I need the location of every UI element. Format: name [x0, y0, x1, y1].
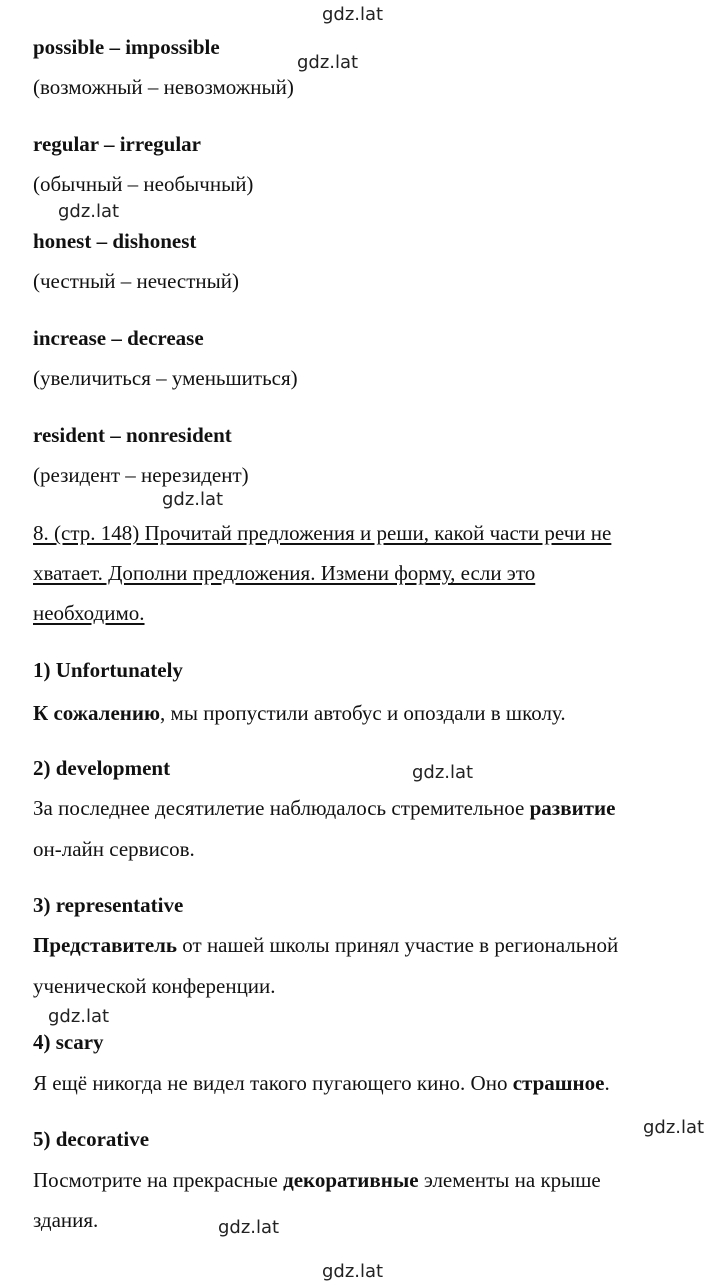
answer-keyword: развитие	[529, 796, 616, 820]
answer-text: от нашей школы принял участие в региональной	[177, 933, 619, 957]
answer-text: .	[604, 1071, 610, 1095]
answer-heading: 5) decorative	[33, 1127, 150, 1151]
answer-heading: 1) Unfortunately	[33, 658, 183, 682]
answer-keyword: К сожалению	[33, 701, 161, 725]
pair-english: resident – nonresident	[33, 423, 232, 447]
watermark: gdz.lat	[643, 1117, 705, 1138]
answer-text: За последнее десятилетие наблюдалось стремительное	[33, 796, 530, 820]
pair-russian: (резидент – нерезидент)	[33, 463, 249, 487]
answer-text: , мы пропустили автобус и опоздали в школу.	[160, 701, 566, 725]
answer-heading: 4) scary	[33, 1030, 104, 1054]
watermark: gdz.lat	[162, 489, 224, 510]
pair-english: increase – decrease	[33, 326, 204, 350]
task-instruction: необходимо.	[33, 601, 145, 625]
answer-text: Посмотрите на прекрасные	[33, 1168, 284, 1192]
answer-heading: 3) representative	[33, 893, 184, 917]
pair-english: possible – impossible	[33, 35, 220, 59]
watermark: gdz.lat	[412, 762, 474, 783]
pair-english: honest – dishonest	[33, 229, 197, 253]
pair-english: regular – irregular	[33, 132, 201, 156]
answer-keyword: декоративные	[283, 1168, 419, 1192]
answer-sentence-cont: он-лайн сервисов.	[33, 837, 195, 861]
answer-keyword: Представитель	[33, 933, 178, 957]
answer-sentence	[33, 795, 615, 821]
answer-sentence-cont: здания.	[33, 1208, 99, 1232]
watermark: gdz.lat	[58, 201, 120, 222]
pair-russian: (возможный – невозможный)	[33, 75, 294, 99]
watermark: gdz.lat	[48, 1006, 110, 1027]
answer-sentence	[33, 700, 566, 726]
answer-keyword: страшное	[512, 1071, 605, 1095]
watermark: gdz.lat	[218, 1217, 280, 1238]
pair-russian: (честный – нечестный)	[33, 269, 240, 293]
pair-russian: (увеличиться – уменьшиться)	[33, 366, 298, 390]
pair-russian: (обычный – необычный)	[33, 172, 254, 196]
task-instruction: 8. (стр. 148) Прочитай предложения и реши, какой части речи не	[33, 521, 612, 545]
answer-sentence	[33, 1167, 601, 1193]
answer-sentence-cont: ученической конференции.	[33, 974, 276, 998]
answer-sentence	[33, 932, 618, 958]
watermark: gdz.lat	[322, 4, 384, 25]
watermark: gdz.lat	[322, 1261, 384, 1282]
watermark: gdz.lat	[297, 52, 359, 73]
answer-text: элементы на крыше	[418, 1168, 601, 1192]
answer-text: Я ещё никогда не видел такого пугающего кино. Оно	[33, 1071, 513, 1095]
answer-sentence	[33, 1070, 610, 1096]
task-instruction: хватает. Дополни предложения. Измени форму, если это	[33, 561, 536, 585]
answer-heading: 2) development	[33, 756, 171, 780]
